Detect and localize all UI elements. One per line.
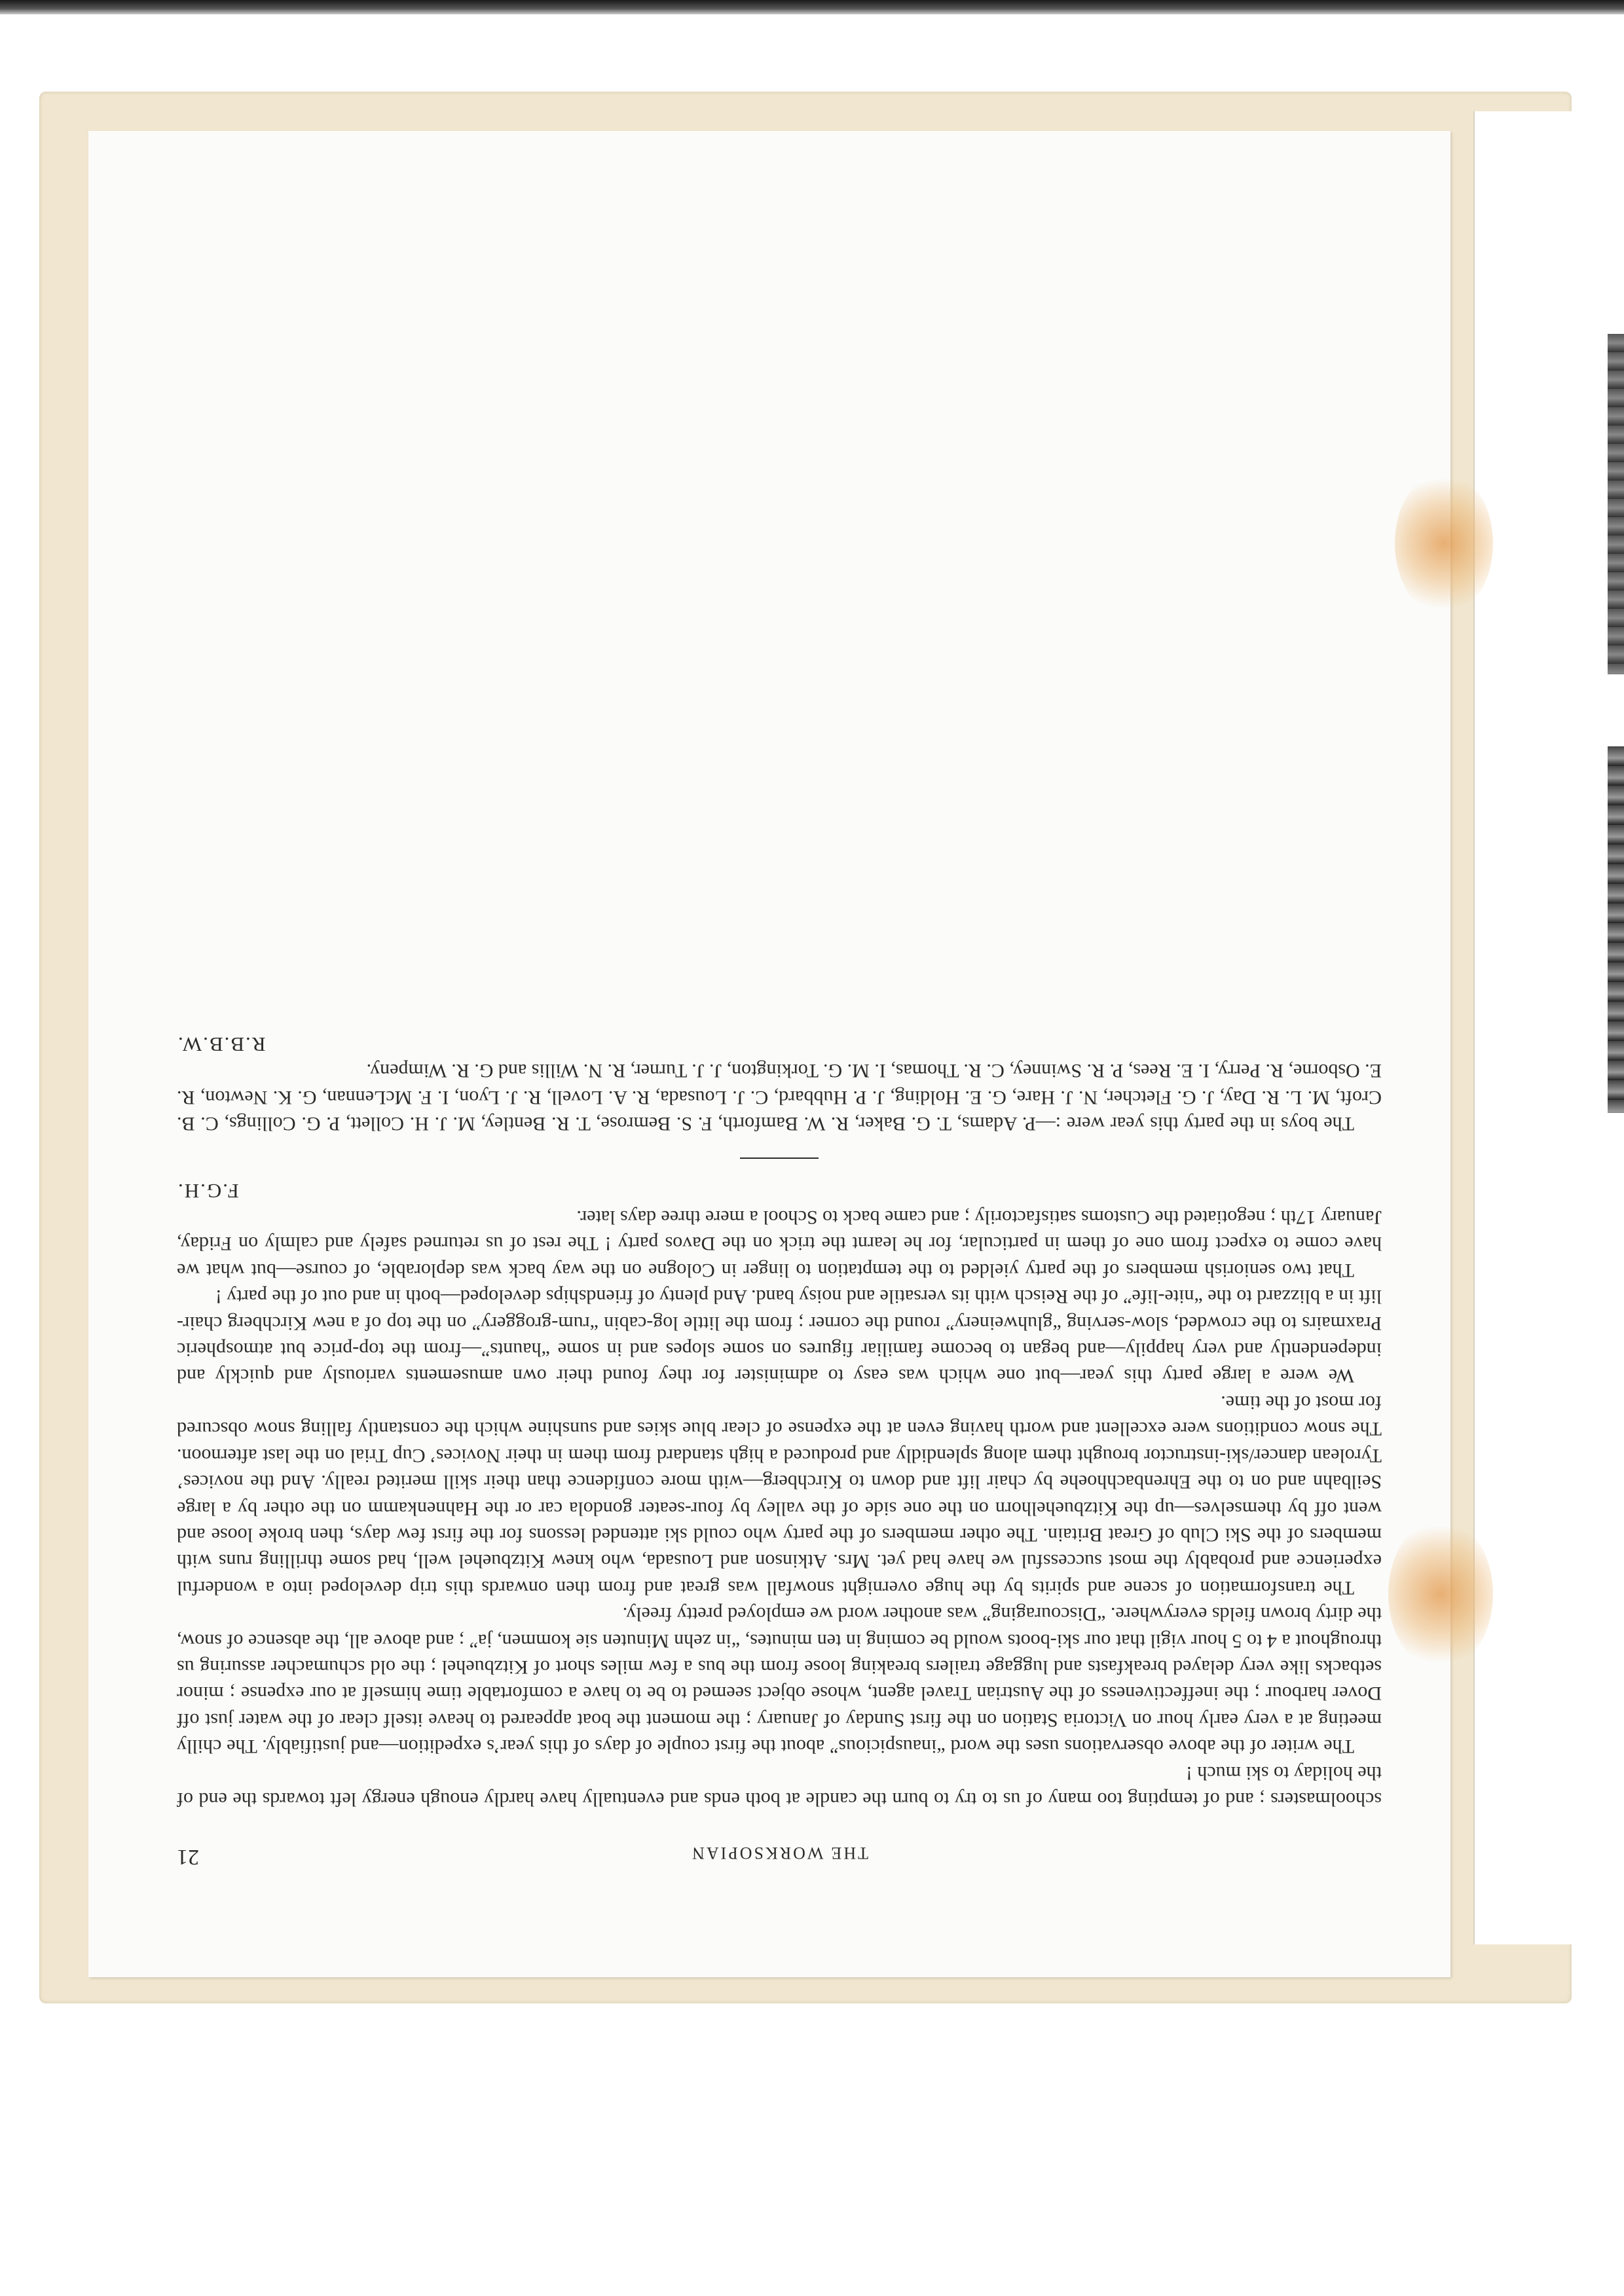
scan-top-shadow [0, 0, 1624, 14]
adjacent-page-strip [1473, 111, 1624, 1944]
tape-stain [1388, 1519, 1493, 1669]
journal-title: THE WORKSOPIAN [690, 1844, 868, 1863]
page-number: 21 [177, 1845, 199, 1869]
tape-stain [1395, 471, 1493, 615]
article-paragraph: That two seniorish members of the party yielded to the temptation to linger in Cologne on the way back was deplorable, of course—but what we have come to expect from one of them in particular, for he learnt the trick on the Davos party ! The rest of us returned safely and calmly on Friday, January 17th ; negotiated the Customs satisfactorily ; and came back to School a mere three days later. [177, 1207, 1382, 1281]
party-members-list: The boys in the party this year were :—P. Adams, T. G. Baker, R. W. Bamforth, F. S. Bemrose, T. R. Bentley, M. J. H. Collett, P. G. Collings, C. B. Croft, M. L. R. Day, J. G. Fletcher, N. J. Hare, G. E. Holding, J. P. Hubbard, C. J. Lousada, R. A. Lovell, R. J. Lyon, I. F. McLennan, G. K. Newton, R. E. Osborne, R. Perry, I. E. Rees, P. R. Swinney, C. R. Thomas, I. M. G. Torkington, J. J. Turner, R. N. Willis and G. R. Wimpeny. [177, 1060, 1382, 1135]
adjacent-page-photo [1608, 334, 1624, 674]
article-paragraph: schoolmasters ; and of tempting too many of us to try to burn the candle at both ends and eventually have hardly enough energy left towards the end of the holiday to ski much ! [177, 1762, 1382, 1810]
author-signature: R.B.B.W. [177, 1033, 266, 1057]
running-head [177, 1829, 1382, 1869]
author-signature: F.G.H. [177, 1179, 239, 1203]
adjacent-page-photo [1608, 746, 1624, 1113]
printed-page [177, 295, 1382, 1869]
article-paragraph: We were a large party this year—but one which was easy to administer for they found their own amusements variously and quickly and independently and very happily—and began to become familiar figures on some slopes and in some “haunts”—from the top-price but atmospheric Praxmairs to the crowded, slow-serving “gluhweinery” round the corner ; from the little log-cabin “rum-groggery” on the top of a new Kirchberg chair-lift in a blizzard to the “nite-life” of the Reisch with its versatile and noisy band. And plenty of friendships developed—both in and out of the party ! [177, 1286, 1382, 1387]
article-paragraph: The writer of the above observations uses the word “inauspicious” about the first couple of days of this year’s expedition—and justifiably. The chilly meeting at a very early hour on Victoria Station on the first Sunday of January ; the moment the boat appeared to heave itself clear of the water just off Dover harbour ; the ineffectiveness of the Austrian Travel agent, whose object seemed to be to have a comfortable time himself at our expense ; minor setbacks like very delayed breakfasts and luggage trailers breaking loose from the bus a few miles short of Kitzbuehel ; the old schumacher assuring us throughout a 4 to 5 hour vigil that our ski-boots would be coming in ten minutes, “in zehn Minuten sie kommen, ja” ; and above all, the absence of snow, the dirty brown fields everywhere. “Discouraging” was another word we employed pretty freely. [177, 1603, 1382, 1758]
section-divider [740, 1157, 819, 1159]
article-paragraph: The transformation of scene and spirits by the huge overnight snowfall was great and from then onwards this trip developed into a wonderful experience and probably the most successful we have had yet. Mrs. Atkinson and Lousada, who knew Kitzbuehel well, had some thrilling runs with members of the Ski Club of Great Britain. The other members of the party who could ski attended lessons for the first few days, then broke loose and went off by themselves—up the Kitzbuehelhorn on the one side of the valley by four-seater gondola car or the Hahnenkamm on the other by a large Seilbahn and on to the Ehrenbachhoehe by chair lift and down to Kirchberg—with more confidence than their skill merited really. And the novices’ Tyrolean dancer/ski-instructor brought them along splendidly and produced a high standard from them in their Novices’ Cup Trial on the last afternoon. The snow conditions were excellent and worth having even at the expense of clear blue skies and sunshine which the constantly falling snow obscured for most of the time. [177, 1391, 1382, 1599]
